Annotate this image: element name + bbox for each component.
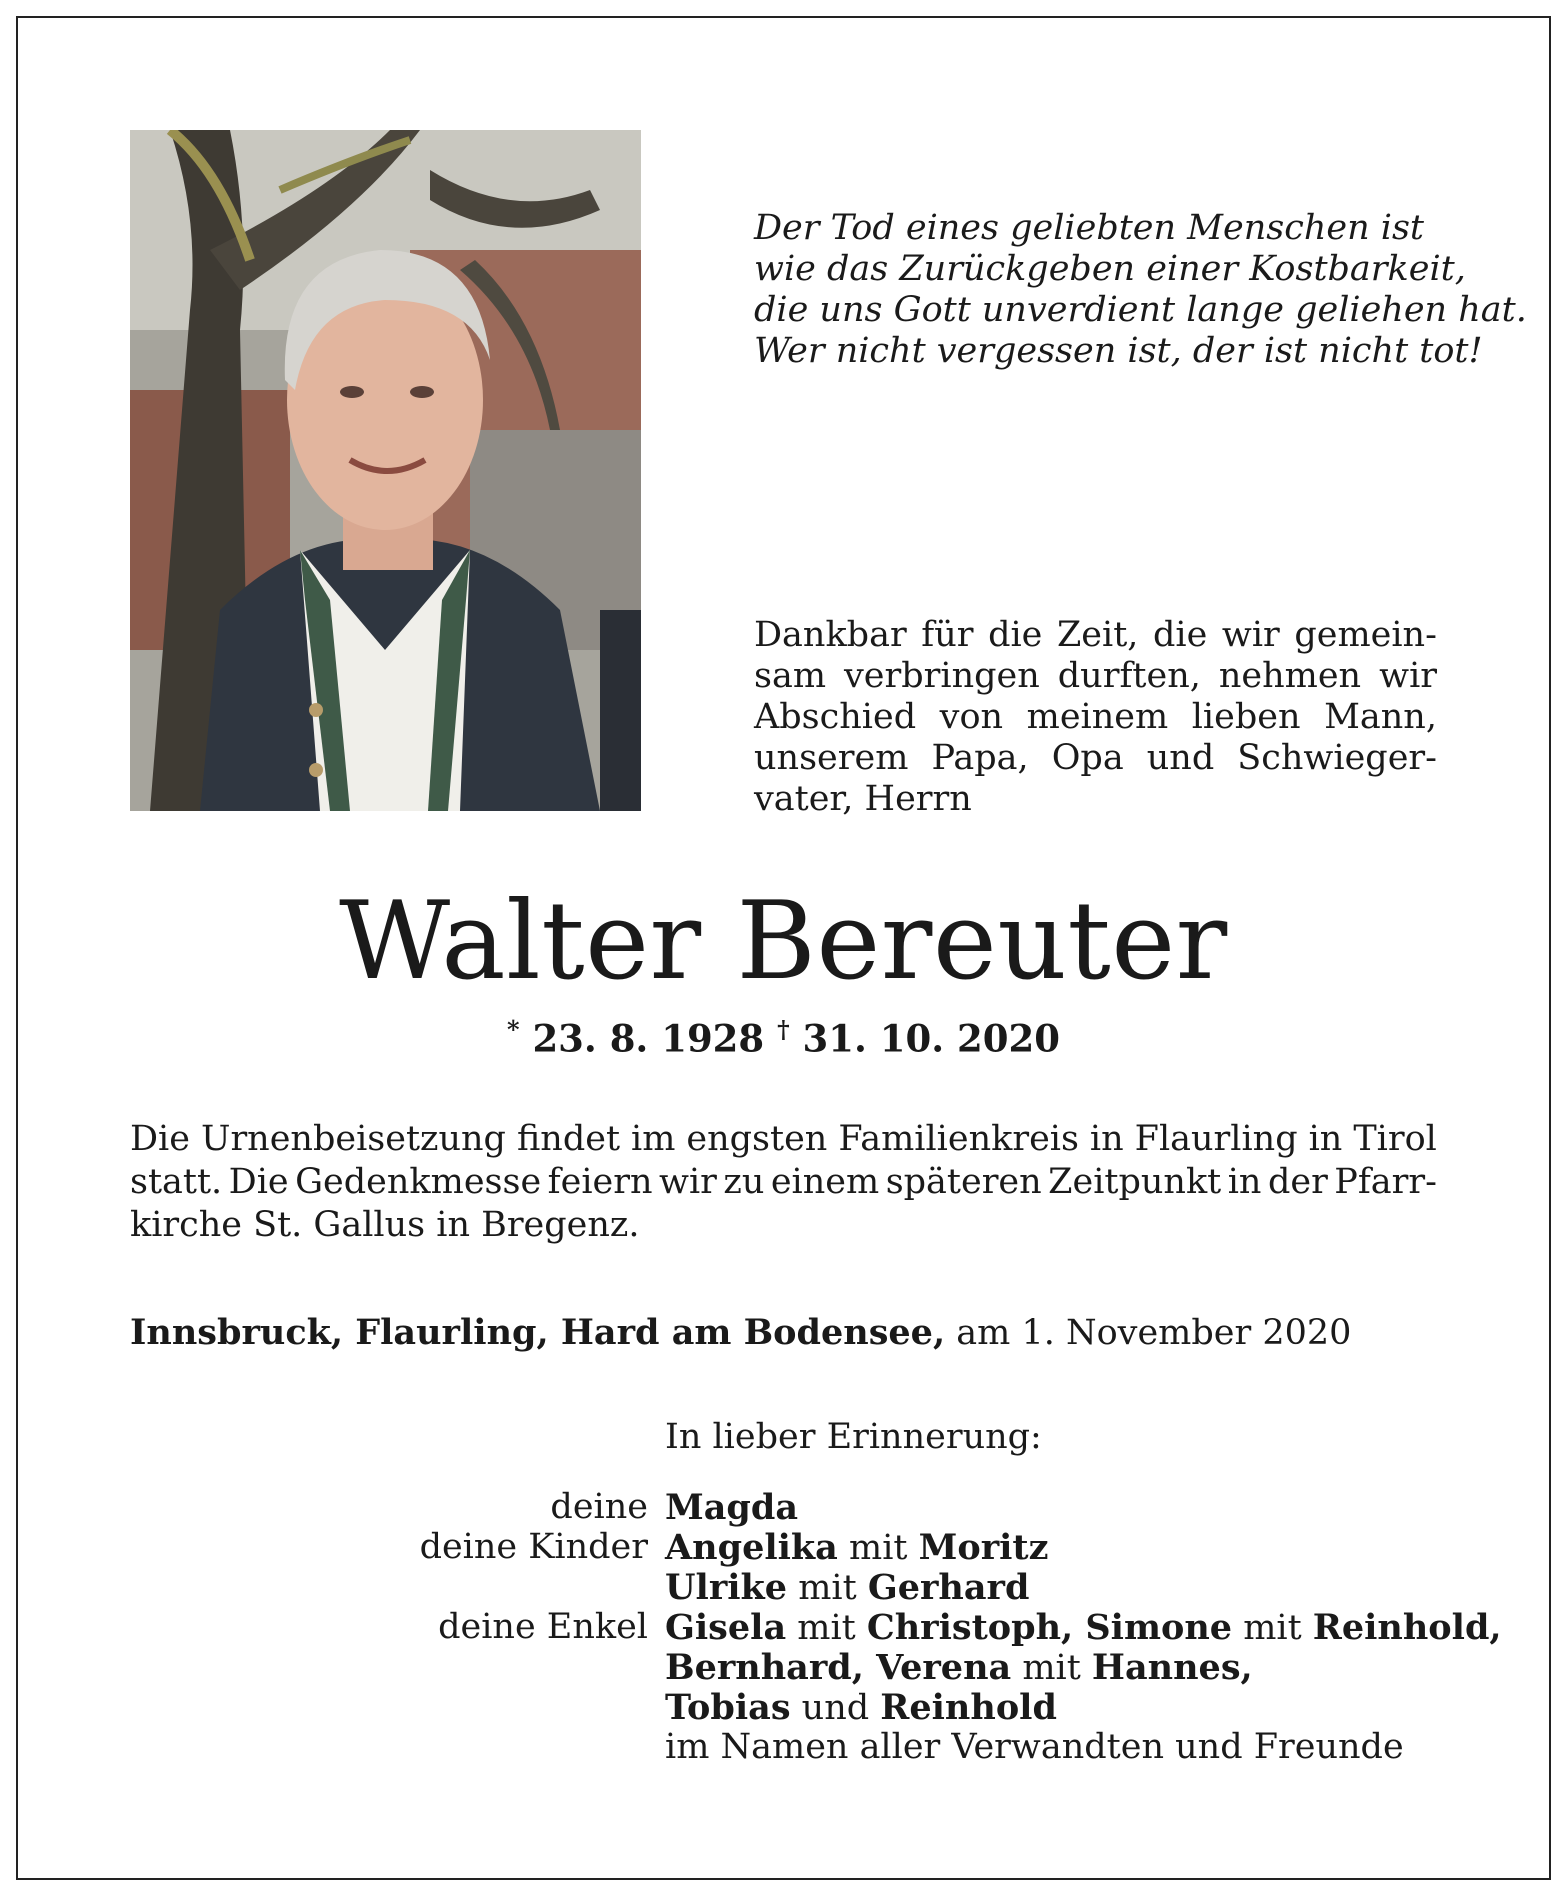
death-symbol: † xyxy=(777,1015,790,1044)
word: Familienkreis xyxy=(838,1119,1079,1159)
connector: mit xyxy=(786,1608,867,1648)
word: unserem xyxy=(754,738,909,778)
word: einem xyxy=(770,1162,880,1202)
intro-line xyxy=(754,697,1437,738)
partner-name: Gerhard xyxy=(867,1567,1030,1608)
deceased-name: Walter Bereuter xyxy=(339,879,1228,1004)
word: Pfarr- xyxy=(1334,1162,1437,1202)
death-date: 31. 10. 2020 xyxy=(802,1016,1061,1061)
portrait-photo xyxy=(130,130,641,811)
quote-line: Wer nicht vergessen ist, der ist nicht tot! xyxy=(754,331,1483,371)
word: wir xyxy=(659,1162,717,1202)
grandchildren-entry xyxy=(665,1687,1057,1728)
word: in xyxy=(1089,1119,1124,1159)
word: späteren xyxy=(885,1162,1042,1202)
wife-row xyxy=(0,1487,1567,1527)
child-entry xyxy=(665,1567,1029,1608)
grandchildren-label: deine Enkel xyxy=(438,1607,648,1647)
word: in xyxy=(1227,1162,1262,1202)
word: durften, xyxy=(1057,656,1201,696)
memory-heading: In lieber Erinnerung: xyxy=(665,1417,1042,1457)
word: Gedenkmesse xyxy=(295,1162,542,1202)
intro-paragraph xyxy=(754,615,1437,820)
burial-line: kirche St. Gallus in Bregenz. xyxy=(130,1205,640,1245)
wife-name: Magda xyxy=(665,1487,799,1528)
word: Tirol xyxy=(1353,1119,1437,1159)
closing-row xyxy=(0,1727,1567,1767)
grandchild-names: Gisela xyxy=(665,1607,787,1648)
grandchild-names: Christoph, Simone xyxy=(866,1607,1233,1648)
word: Abschied xyxy=(754,697,917,737)
birth-symbol: * xyxy=(506,1015,520,1044)
word: verbringen xyxy=(844,656,1040,696)
word: Mann, xyxy=(1324,697,1437,737)
grandchild-names: Hannes, xyxy=(1091,1647,1253,1688)
word: für xyxy=(921,615,974,655)
word: meinem xyxy=(1026,697,1169,737)
connector: mit xyxy=(1232,1608,1313,1648)
grandchildren-row xyxy=(0,1607,1567,1647)
word: wir xyxy=(1379,656,1437,696)
burial-line xyxy=(130,1118,1437,1161)
quote-line: die uns Gott unverdient lange geliehen hat. xyxy=(754,290,1527,330)
word: nehmen xyxy=(1218,656,1362,696)
connector: mit xyxy=(1011,1648,1092,1688)
memorial-quote xyxy=(754,208,1527,372)
word: die xyxy=(988,615,1043,655)
word: Urnenbeisetzung xyxy=(200,1119,506,1159)
word: gemein- xyxy=(1294,615,1437,655)
word: der xyxy=(1267,1162,1328,1202)
word: in xyxy=(1308,1119,1343,1159)
intro-line xyxy=(754,656,1437,697)
word: lieben xyxy=(1191,697,1301,737)
word: Zeitpunkt xyxy=(1048,1162,1222,1202)
grandchildren-row xyxy=(0,1687,1567,1727)
wife-value xyxy=(665,1487,798,1528)
grandchild-names: Reinhold xyxy=(880,1687,1057,1728)
word: und xyxy=(1146,738,1215,778)
grandchild-names: Reinhold, xyxy=(1312,1607,1502,1648)
word: die xyxy=(1152,615,1208,655)
word: Zeit, xyxy=(1056,615,1139,655)
intro-line xyxy=(754,615,1437,656)
grandchildren-entry xyxy=(665,1647,1253,1688)
notice-date: am 1. November 2020 xyxy=(956,1313,1352,1353)
children-row xyxy=(0,1527,1567,1567)
word: im xyxy=(631,1119,676,1159)
intro-line: vater, Herrn xyxy=(754,779,972,819)
wife-label: deine xyxy=(550,1487,648,1527)
life-dates xyxy=(0,1015,1567,1060)
word: statt. xyxy=(130,1162,223,1202)
closing-text: im Namen aller Verwandten und Freunde xyxy=(665,1727,1404,1767)
word: Opa xyxy=(1051,738,1124,778)
intro-line xyxy=(754,738,1437,779)
grandchild-names: Bernhard, Verena xyxy=(665,1647,1012,1688)
word: feiern xyxy=(547,1162,653,1202)
word: von xyxy=(939,697,1004,737)
children-row xyxy=(0,1567,1567,1607)
quote-line: Der Tod eines geliebten Menschen ist xyxy=(754,208,1424,248)
quote-line: wie das Zurückgeben einer Kostbarkeit, xyxy=(754,249,1466,289)
word: Papa, xyxy=(931,738,1029,778)
word: engsten xyxy=(686,1119,828,1159)
child-entry xyxy=(665,1527,1048,1568)
grandchildren-entry xyxy=(665,1607,1502,1648)
word: sam xyxy=(754,656,827,696)
connector: mit xyxy=(849,1528,908,1568)
word: Schwieger- xyxy=(1237,738,1437,778)
connector: und xyxy=(790,1688,881,1728)
place-and-date xyxy=(130,1312,1351,1353)
word: Flaurling xyxy=(1134,1119,1298,1159)
children-label: deine Kinder xyxy=(419,1527,648,1567)
burial-notice xyxy=(130,1118,1437,1247)
word: zu xyxy=(723,1162,765,1202)
word: Die xyxy=(130,1119,190,1159)
grandchildren-row xyxy=(0,1647,1567,1687)
word: findet xyxy=(516,1119,621,1159)
birth-date: 23. 8. 1928 xyxy=(532,1016,765,1061)
grandchild-names: Tobias xyxy=(665,1687,791,1728)
child-name: Angelika xyxy=(665,1527,838,1568)
child-name: Ulrike xyxy=(665,1567,788,1608)
places: Innsbruck, Flaurling, Hard am Bodensee, xyxy=(130,1312,946,1353)
word: Die xyxy=(228,1162,289,1202)
partner-name: Moritz xyxy=(918,1527,1049,1568)
word: wir xyxy=(1221,615,1280,655)
word: Dankbar xyxy=(754,615,907,655)
connector: mit xyxy=(798,1568,857,1608)
burial-line xyxy=(130,1161,1437,1204)
